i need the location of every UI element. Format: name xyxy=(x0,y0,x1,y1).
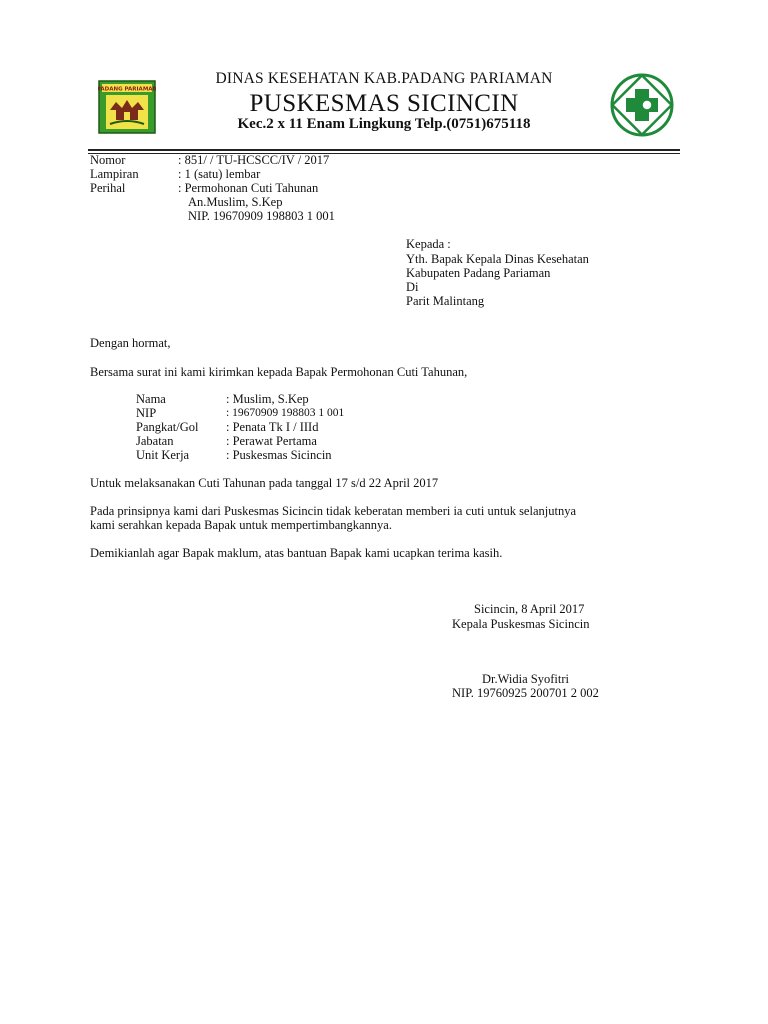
detail-value: : Puskesmas Sicincin xyxy=(226,448,332,462)
detail-value: : Penata Tk I / IIId xyxy=(226,420,319,434)
recipient-line: Kabupaten Padang Pariaman xyxy=(406,266,551,280)
detail-value: : 19670909 198803 1 001 xyxy=(226,407,345,419)
signature-place-date: Sicincin, 8 April 2017 xyxy=(474,602,585,616)
recipient-line: Parit Malintang xyxy=(406,294,485,308)
header-rule-thick xyxy=(88,149,680,151)
signature-name: Dr.Widia Syofitri xyxy=(482,672,569,686)
perihal-name: An.Muslim, S.Kep xyxy=(188,195,283,209)
detail-label: Jabatan xyxy=(136,434,174,448)
meta-value-lampiran: : 1 (satu) lembar xyxy=(178,167,261,181)
greeting: Dengan hormat, xyxy=(90,336,171,350)
svg-text:PADANG PARIAMAN: PADANG PARIAMAN xyxy=(98,86,156,93)
recipient-line: Yth. Bapak Kepala Dinas Kesehatan xyxy=(406,252,589,266)
principle-paragraph-line2: kami serahkan kepada Bapak untuk mempertimbangkannya. xyxy=(90,518,392,532)
header-rule-thin xyxy=(88,153,680,154)
puskesmas-name: PUSKESMAS SICINCIN xyxy=(249,90,519,117)
purpose-paragraph: Untuk melaksanakan Cuti Tahunan pada tanggal 17 s/d 22 April 2017 xyxy=(90,476,439,490)
detail-label: Nama xyxy=(136,392,166,406)
meta-value-perihal: : Permohonan Cuti Tahunan xyxy=(178,181,319,195)
meta-label-lampiran: Lampiran xyxy=(90,167,139,181)
meta-label-perihal: Perihal xyxy=(90,181,126,195)
detail-label: Pangkat/Gol xyxy=(136,420,199,434)
signature-nip: NIP. 19760925 200701 2 002 xyxy=(452,686,599,700)
recipient-line: Kepada : xyxy=(406,237,451,251)
address-phone: Kec.2 x 11 Enam Lingkung Telp.(0751)675118 xyxy=(237,116,531,132)
principle-paragraph-line1: Pada prinsipnya kami dari Puskesmas Sicincin tidak keberatan memberi ia cuti untuk selanjutnya xyxy=(90,504,576,518)
agency-name: DINAS KESEHATAN KAB.PADANG PARIAMAN xyxy=(215,70,553,87)
signature-position: Kepala Puskesmas Sicincin xyxy=(452,617,590,631)
recipient-line: Di xyxy=(406,280,419,294)
detail-value: : Perawat Pertama xyxy=(226,434,317,448)
closing-paragraph: Demikianlah agar Bapak maklum, atas bantuan Bapak kami ucapkan terima kasih. xyxy=(90,546,503,560)
detail-label: NIP xyxy=(136,406,157,420)
detail-value: : Muslim, S.Kep xyxy=(226,392,309,406)
detail-label: Unit Kerja xyxy=(136,448,190,462)
meta-label-nomor: Nomor xyxy=(90,153,126,167)
meta-value-nomor: : 851/ / TU-HCSCC/IV / 2017 xyxy=(178,153,330,167)
perihal-nip: NIP. 19670909 198803 1 001 xyxy=(188,209,335,223)
intro-paragraph: Bersama surat ini kami kirimkan kepada Bapak Permohonan Cuti Tahunan, xyxy=(90,365,468,379)
puskesmas-cross-logo xyxy=(609,72,675,138)
